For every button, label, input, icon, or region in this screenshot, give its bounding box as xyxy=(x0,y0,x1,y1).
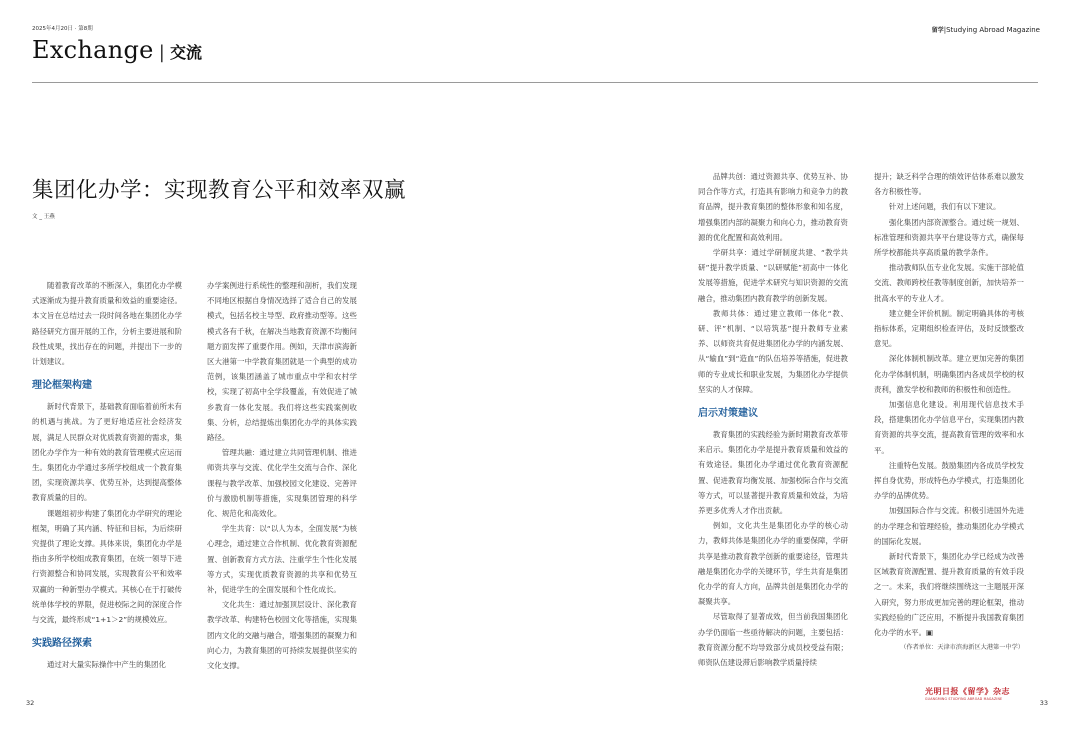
section-heading: 启示对策建议 xyxy=(698,408,758,420)
article-column-1 xyxy=(32,278,182,686)
paragraph: 随着教育改革的不断深入，集团化办学模式逐渐成为提升教育质量和效益的重要途径。本文旨在总结过去一段时间各地在集团化办学路径研究方面开展的工作，分析主要进展和阶段性成果，找出存在的问题，并提出下一步的计划建议。 xyxy=(32,281,182,367)
paragraph: 管理共融：通过建立共同管理机制、推进师资共享与交流、优化学生交流与合作、深化课程与教学改革、加强校园文化建设、完善评价与激励机制等措施，实现集团管理的科学化、规范化和高效化。 xyxy=(207,448,357,519)
paragraph: 推动教师队伍专业化发展。实施干部轮值交流、教师跨校任教等制度创新，加快培养一批高水平的专业人才。 xyxy=(874,263,1024,303)
magazine-logo-subtext: GUANGMING STUDYING ABROAD MAGAZINE xyxy=(925,697,1003,701)
magazine-logo xyxy=(925,686,1010,701)
paragraph: 加强国际合作与交流。积极引进国外先进的办学理念和管理经验，推动集团化办学模式的国际化发展。 xyxy=(874,506,1024,546)
paragraph: 通过对大量实际操作中产生的集团化 xyxy=(46,660,166,670)
section-title-cn: 交流 xyxy=(169,43,202,62)
paragraph: 建立健全评价机制。制定明确具体的考核指标体系，定期组织检查评估，及时反馈整改意见。 xyxy=(874,308,1024,349)
issue-date: 2025年4月20日 · 第8期 xyxy=(32,26,93,32)
paragraph: 新时代背景下，集团化办学已经成为改善区域教育资源配置、提升教育质量的有效手段之一。未来，我们将继续围绕这一主题展开深入研究，努力形成更加完善的理论框架，推动实践经验的广泛应用，不断提升我国教育集团化办学的水平。▣ xyxy=(874,552,1024,638)
page-number-left: 32 xyxy=(26,699,35,707)
article-column-4 xyxy=(874,169,1024,686)
article-column-3 xyxy=(698,169,848,686)
section-heading: 实践路径探索 xyxy=(32,638,92,650)
article-column-2 xyxy=(207,278,357,686)
paragraph: 新时代背景下，基础教育面临着前所未有的机遇与挑战。为了更好地适应社会经济发展，满足人民群众对优质教育资源的需求，集团化办学作为一种有效的教育管理模式应运而生。集团化办学通过多所学校组成一个教育集团，实现资源共享、优势互补，达到提高整体教育质量的目的。 xyxy=(32,402,182,503)
paragraph: 课题组初步构建了集团化办学研究的理论框架，明确了其内涵、特征和目标，为后续研究提供了理论支撑。具体来说，集团化办学是指由多所学校组成教育集团，在统一领导下进行资源整合和协同发展，实现教育公平和效率双赢的一种新型办学模式。其核心在于打破传统单体学校的界限，促进校际之间的深度合作与交流，最终形成“1+1＞2”的规模效应。 xyxy=(32,508,182,625)
magazine-name: Studying Abroad Magazine xyxy=(946,26,1040,34)
magazine-badge: 留学 xyxy=(931,27,944,34)
paragraph: 强化集团内部资源整合。通过统一规划、标准管理和资源共享平台建设等方式，确保每所学校都能共享高质量的教学条件。 xyxy=(874,217,1024,258)
paragraph: 学研共享：通过学研制度共建、“教学共研”提升教学质量、“以研赋能”初高中一体化发展等措施，促进学术研究与知识资源的交流融合，推动集团内教育教学的创新发展。 xyxy=(698,248,848,303)
paragraph: 文化共生：通过加强顶层设计、深化教育教学改革、构建特色校园文化等措施，实现集团内文化的交融与融合，增强集团的凝聚力和向心力，为教育集团的可持续发展提供坚实的文化支撑。 xyxy=(207,600,357,671)
header-rule xyxy=(32,82,1038,83)
magazine-header: 留学|Studying Abroad Magazine xyxy=(931,26,1040,34)
paragraph: 提升；缺乏科学合理的绩效评估体系难以激发各方积极性等。 xyxy=(874,172,1024,197)
section-separator: | xyxy=(158,42,165,63)
article-author: 文 _ 王燕 xyxy=(32,214,55,220)
paragraph: 注重特色发展。鼓励集团内各成员学校发挥自身优势，形成特色办学模式，打造集团化办学的品牌优势。 xyxy=(874,460,1024,501)
paragraph: 教育集团的实践经验为新时期教育改革带来启示。集团化办学是提升教育质量和效益的有效途径。集团化办学通过优化教育资源配置、促进教育均衡发展、加强校际合作与交流等方式，可以显著提升教育质量和效益，为培养更多优秀人才作出贡献。 xyxy=(698,430,848,516)
paragraph: 尽管取得了显著成效，但当前我国集团化办学仍面临一些亟待解决的问题，主要包括：教育资源分配不均导致部分成员校受益有限；师资队伍建设滞后影响教学质量持续 xyxy=(698,612,848,668)
paragraph: 深化体制机制改革。建立更加完善的集团化办学体制机制，明确集团内各成员学校的权责利，激发学校和教师的积极性和创造性。 xyxy=(874,354,1024,394)
section-heading: 理论框架构建 xyxy=(32,380,92,392)
page-number-right: 33 xyxy=(1039,699,1048,707)
section-title-en: Exchange xyxy=(32,36,154,64)
paragraph: 针对上述问题，我们有以下建议。 xyxy=(888,202,1001,212)
paragraph: 教师共体：通过建立教师一体化“教、研、评”机制、“以培筑基”提升教师专业素养、以师资共育促进集团化办学的内涵发展、从“输血”到“造血”的队伍培养等措施，促进教师的专业成长和职业发展，为集团化办学提供坚实的人才保障。 xyxy=(698,308,848,394)
paragraph: 例如，文化共生是集团化办学的核心动力，教师共体是集团化办学的重要保障，学研共享是推动教育教学创新的重要途径，管理共融是集团化办学的关键环节，学生共育是集团化办学的育人方向，品牌共创是集团化办学的凝聚共享。 xyxy=(698,521,848,607)
article-title: 集团化办学：实现教育公平和效率双赢 xyxy=(32,178,407,203)
paragraph: 办学案例进行系统性的整理和剖析，我们发现不同地区根据自身情况选择了适合自己的发展模式，包括名校主导型、政府推动型等。这些模式各有千秋，在解决当地教育资源不均衡问题方面发挥了重要作用。例如，天津市滨海新区大港第一中学教育集团就是一个典型的成功范例，该集团涵盖了城市重点中学和农村学校，实现了初高中全学段覆盖，有效促进了城乡教育一体化发展。我们将这些实践案例收集、分析，总结提炼出集团化办学的具体实践路径。 xyxy=(207,281,357,443)
paragraph: 学生共育：以“以人为本，全面发展”为核心理念，通过建立合作机制、优化教育资源配置、创新教育方式方法、注重学生个性化发展等方式，实现优质教育资源的共享和优势互补，促进学生的全面发展和个性化成长。 xyxy=(207,524,357,595)
paragraph: 品牌共创：通过资源共享、优势互补、协同合作等方式，打造具有影响力和竞争力的教育品牌，提升教育集团的整体形象和知名度，增强集团内部的凝聚力和向心力，推动教育资源的优化配置和高效利用。 xyxy=(698,172,848,242)
magazine-logo-text: 光明日报《留学》杂志 xyxy=(925,687,1010,696)
section-masthead xyxy=(32,36,202,64)
author-affiliation: （作者单位：天津市滨海新区大港第一中学） xyxy=(900,644,1024,652)
paragraph: 加强信息化建设。利用现代信息技术手段，搭建集团化办学信息平台，实现集团内教育资源的共享交流，提高教育管理的效率和水平。 xyxy=(874,400,1024,455)
